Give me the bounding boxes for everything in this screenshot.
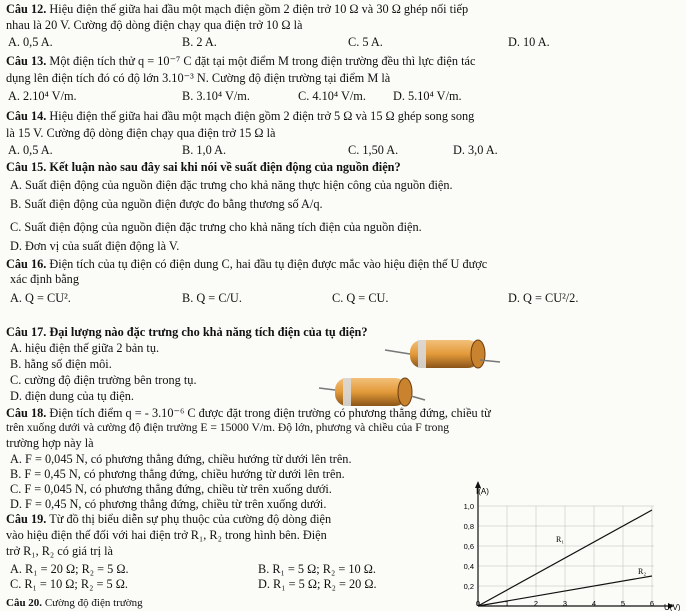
x-tick-labels: [476, 599, 654, 608]
q16-text1: Điện tích của tụ điện có điện dung C, hai đầu tụ điện được mắc vào hiệu điện thế U được: [49, 257, 488, 271]
q13-option-b: B. 3.10⁴ V/m.: [182, 89, 250, 103]
q14-option-c: C. 1,50 A.: [348, 143, 399, 157]
q16-option-d: D. Q = CU²/2.: [508, 291, 579, 305]
q18-line3: trường hợp này là: [6, 436, 94, 450]
q18-option-a: A. F = 0,045 N, có phương thẳng đứng, chiều hướng từ dưới lên trên.: [10, 452, 352, 466]
q18-line1: [6, 406, 491, 420]
y-axis-label: I(A): [476, 487, 489, 496]
q12-line1: [6, 2, 468, 16]
q16-option-b: B. Q = C/U.: [182, 291, 242, 305]
q17-option-a: A. hiệu điện thế giữa 2 bản tụ.: [10, 341, 160, 355]
q19-title: Câu 19.: [6, 512, 47, 526]
q16-title: Câu 16.: [6, 257, 47, 271]
q17-option-b: B. hằng số điện môi.: [10, 357, 112, 371]
q15-option-a: A. Suất điện động của nguồn điện đặc trưng cho khả năng thực hiện công của nguồn điện.: [10, 178, 453, 192]
q19-option-a: A. R₁ = 20 Ω; R₂ = 5 Ω.: [10, 562, 129, 576]
q13-option-d: D. 5.10⁴ V/m.: [393, 89, 462, 103]
q16-option-c: C. Q = CU.: [332, 291, 389, 305]
q20-line1: [6, 596, 143, 610]
y-tick: 0,2: [463, 582, 474, 591]
y-tick: 0,4: [463, 562, 474, 571]
q17-text1: Đại lượng nào đặc trưng cho khả năng tích điện của tụ điện?: [49, 325, 368, 339]
y-tick-labels: [464, 502, 474, 591]
r2-label: R₂: [638, 567, 647, 576]
q14-text1: Hiệu điện thế giữa hai đầu một mạch điện gồm 2 điện trở 5 Ω và 15 Ω ghép song song: [49, 109, 475, 123]
q15-text1: Kết luận nào sau đây sai khi nói về suất điện động của nguồn điện?: [49, 160, 401, 174]
q16-line2: xác định bằng: [10, 272, 79, 286]
iu-graph: [428, 476, 686, 611]
q19-line2: vào hiệu điện thế đối với hai điện trở R₁, R₂ trong hình bên. Điện: [6, 528, 327, 542]
q12-option-b: B. 2 A.: [182, 35, 217, 49]
q19-line3: trở R₁, R₂ có giá trị là: [6, 544, 113, 558]
q15-option-b: B. Suất điện động của nguồn điện được đo bằng thương số A/q.: [10, 197, 323, 211]
y-tick: 1,0: [463, 502, 474, 511]
q18-option-d: D. F = 0,45 N, có phương thẳng đứng, chiều từ trên xuống dưới.: [10, 497, 327, 511]
q12-option-c: C. 5 A.: [348, 35, 383, 49]
q17-line1: [6, 325, 368, 339]
q17-option-d: D. điện dung của tụ điện.: [10, 389, 134, 403]
q18-option-b: B. F = 0,45 N, có phương thẳng đứng, chiều hướng từ dưới lên trên.: [10, 467, 345, 481]
q20-text1: Cường độ điện trường: [44, 597, 143, 609]
q14-title: Câu 14.: [6, 109, 47, 123]
q18-line2: trên xuống dưới và cường độ điện trường E = 15000 V/m. Độ lớn, phương và chiều của F trong: [6, 421, 450, 434]
q15-option-c: C. Suất điện động của nguồn điện đặc trưng cho khả năng tích điện của nguồn điện.: [10, 220, 422, 234]
q13-options: [8, 89, 678, 104]
r1-label: R₁: [556, 535, 565, 544]
q12-text1: Hiệu điện thế giữa hai đầu một mạch điện gồm 2 điện trở 10 Ω và 30 Ω ghép nối tiếp: [49, 2, 469, 16]
q19-text1: Từ đồ thị biểu diễn sự phụ thuộc của cường độ dòng điện: [49, 512, 332, 526]
x-tick: 2: [533, 599, 539, 608]
q14-option-d: D. 3,0 A.: [453, 143, 498, 157]
q19-option-d: D. R₁ = 5 Ω; R₂ = 20 Ω.: [258, 577, 377, 591]
q12-option-d: D. 10 A.: [508, 35, 550, 49]
x-tick: 0: [475, 599, 481, 608]
capacitor-bottom: [319, 378, 425, 406]
q14-line1: [6, 109, 474, 123]
q18-option-c: C. F = 0,045 N, có phương thẳng đứng, chiều từ trên xuống dưới.: [10, 482, 332, 496]
q20-title: Câu 20.: [6, 597, 43, 609]
q13-option-c: C. 4.10⁴ V/m.: [298, 89, 366, 103]
q13-line1: [6, 54, 475, 68]
q16-options: [8, 291, 678, 306]
y-tick: 0,8: [463, 522, 474, 531]
q13-text1: Một điện tích thử q = 10⁻⁷ C đặt tại một điểm M trong điện trường đều thì lực điện tác: [49, 54, 476, 68]
capacitor-top: [385, 340, 500, 368]
x-tick: 3: [562, 599, 568, 608]
q15-line1: [6, 160, 401, 174]
q13-line2: dụng lên điện tích đó có độ lớn 3.10⁻³ N. Cường độ điện trường tại điểm M là: [6, 71, 391, 85]
q17-option-c: C. cường độ điện trường bên trong tụ.: [10, 373, 197, 387]
q12-options: [8, 35, 678, 50]
q19-line1: [6, 512, 331, 526]
q14-options: [8, 143, 678, 158]
q16-line1: [6, 257, 487, 271]
q14-line2: là 15 V. Cường độ dòng điện chạy qua điện trở 15 Ω là: [6, 126, 276, 140]
q15-option-d: D. Đơn vị của suất điện động là V.: [10, 239, 180, 253]
q18-text1: Điện tích điểm q = - 3.10⁻⁶ C được đặt trong điện trường có phương thẳng đứng, chiều từ: [49, 406, 491, 420]
x-tick: 4: [591, 599, 597, 608]
x-tick: 1: [504, 599, 510, 608]
q14-option-b: B. 1,0 A.: [182, 143, 227, 157]
q19-option-c: C. R₁ = 10 Ω; R₂ = 5 Ω.: [10, 577, 128, 591]
q19-option-b: B. R₁ = 5 Ω; R₂ = 10 Ω.: [258, 562, 376, 576]
q15-title: Câu 15.: [6, 160, 47, 174]
q12-title: Câu 12.: [6, 2, 47, 16]
q12-option-a: A. 0,5 A.: [8, 35, 53, 49]
y-tick: 0,6: [463, 542, 474, 551]
x-tick: 5: [620, 599, 626, 608]
q18-title: Câu 18.: [6, 406, 47, 420]
x-tick: 6: [649, 599, 655, 608]
x-axis-label: U(V): [664, 603, 681, 611]
q12-line2: nhau là 20 V. Cường độ dòng điện chạy qua điện trở 10 Ω là: [6, 18, 303, 32]
q17-title: Câu 17.: [6, 325, 47, 339]
q13-title: Câu 13.: [6, 54, 47, 68]
q14-option-a: A. 0,5 A.: [8, 143, 53, 157]
q13-option-a: A. 2.10⁴ V/m.: [8, 89, 77, 103]
q16-option-a: A. Q = CU².: [10, 291, 71, 305]
